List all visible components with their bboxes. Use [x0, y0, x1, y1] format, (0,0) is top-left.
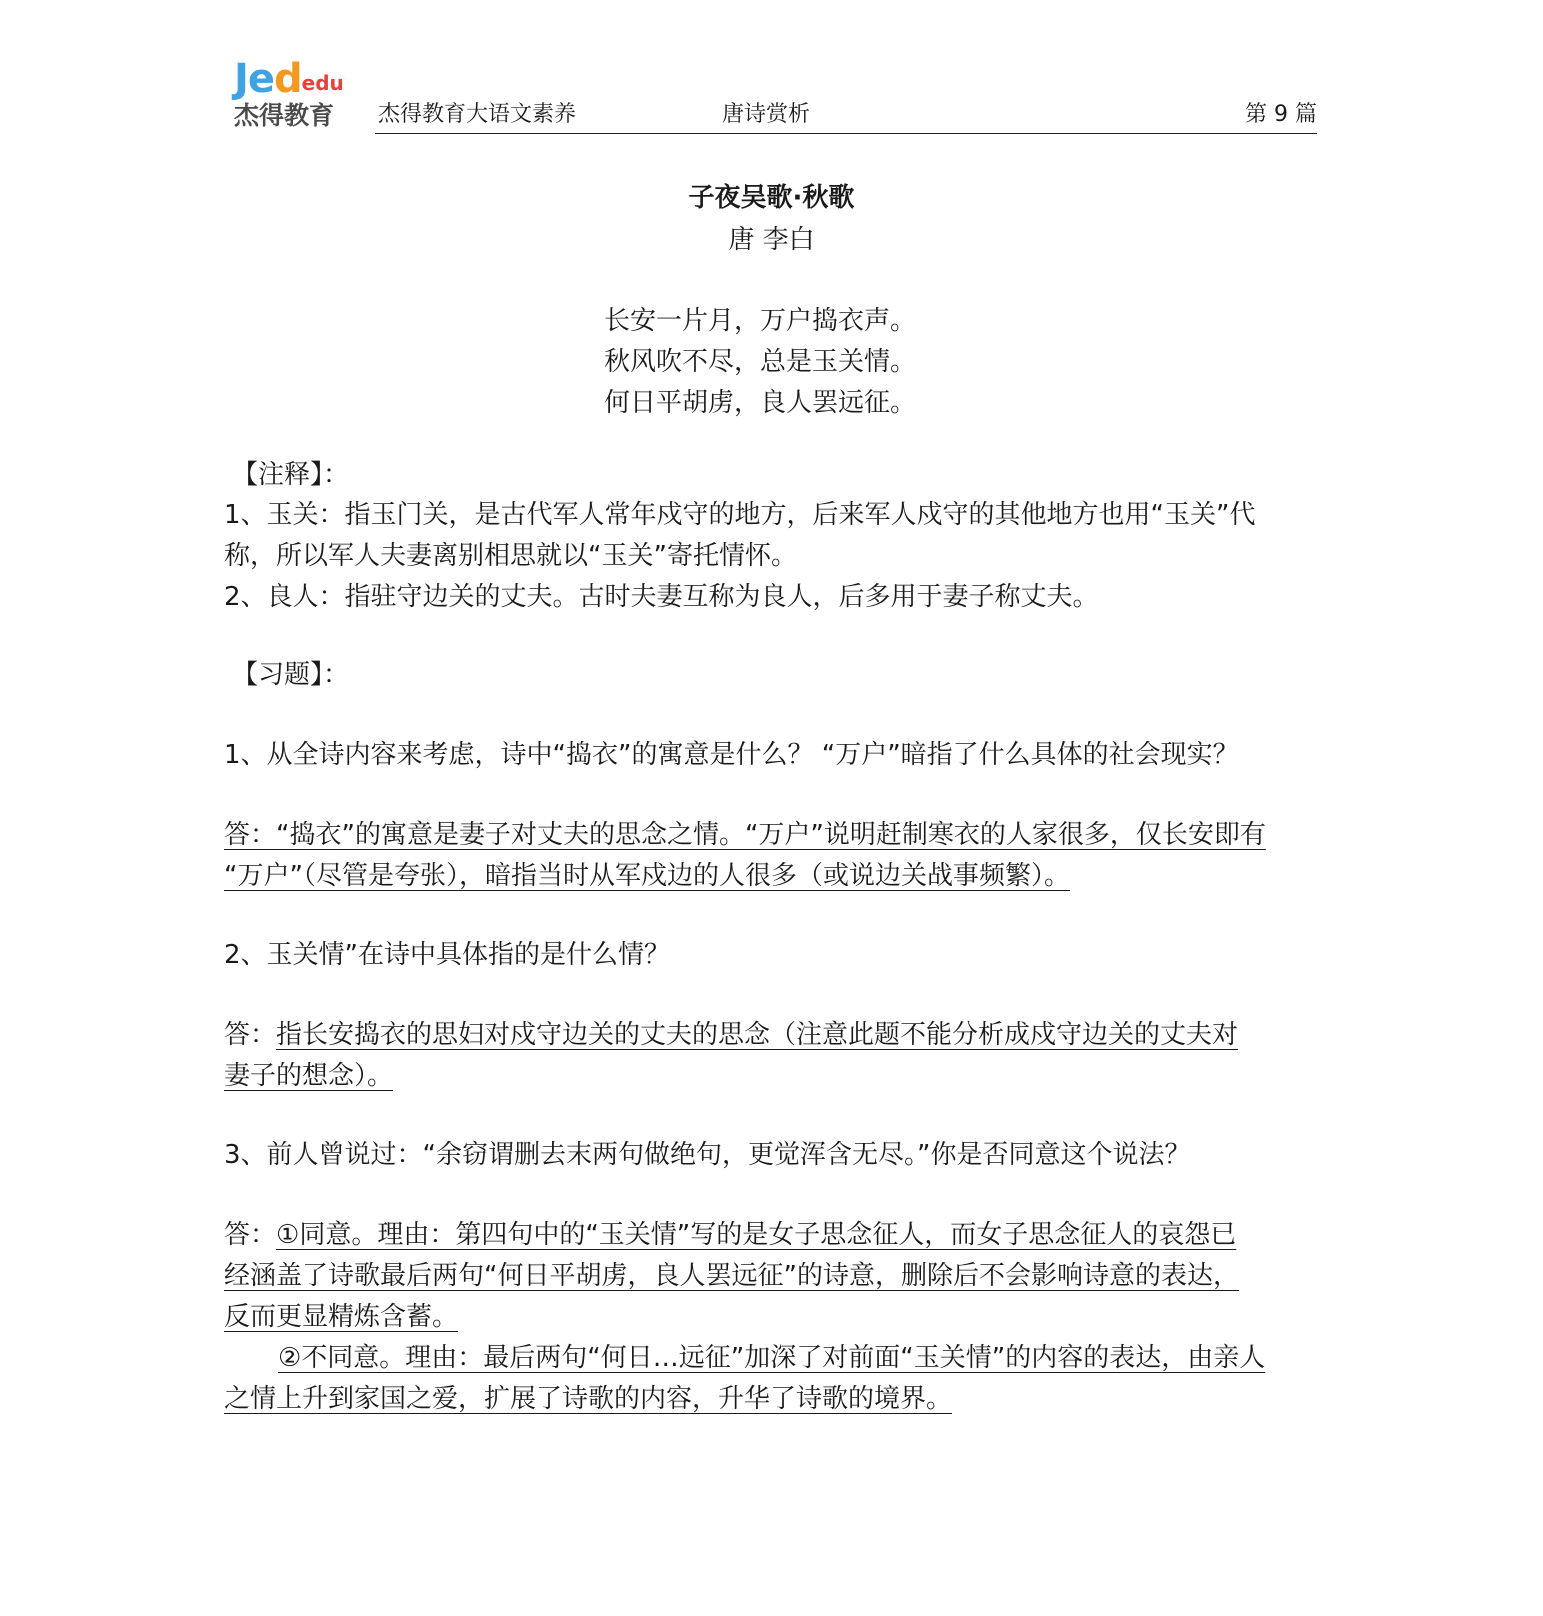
poem-title: 子夜吴歌·秋歌 — [688, 183, 855, 213]
header-article-number: 第 9 篇 — [1245, 102, 1317, 127]
header-divider — [375, 133, 1317, 134]
answer-line: ②不同意。理由：最后两句“何日…远征”加深了对前面“玉关情”的内容的表达，由亲人 — [278, 1343, 1266, 1373]
question-2 — [224, 935, 1324, 976]
answer-line: ①同意。理由：第四句中的“玉关情”写的是女子思念征人，而女子思念征人的哀怨已 — [276, 1220, 1237, 1250]
question-text: 2、玉关情”在诗中具体指的是什么情？ — [224, 940, 671, 970]
note-line: 1、玉关：指玉门关，是古代军人常年戍守的地方，后来军人戍守的其他地方也用“玉关”代 — [224, 500, 1256, 530]
answer-line: 反而更显精炼含蓄。 — [224, 1302, 459, 1332]
logo-chinese-name: 杰得教育 — [234, 101, 335, 130]
answer-line: 答：“捣衣”的寓意是妻子对丈夫的思念之情。“万户”说明赶制寒衣的人家很多，仅长安即有 — [224, 820, 1266, 850]
notes-list — [224, 495, 1324, 618]
logo-wordmark — [234, 57, 344, 101]
answer-prefix: 答： — [224, 1020, 277, 1050]
question-text: 3、前人曾说过：“余窃谓删去末两句做绝句，更觉浑含无尽。”你是否同意这个说法？ — [224, 1140, 1191, 1170]
exercises-heading: 【习题】： — [232, 660, 350, 690]
note-line: 2、良人：指驻守边关的丈夫。古时夫妻互称为良人，后多用于妻子称丈夫。 — [224, 582, 1099, 612]
poem-line: 秋风吹不尽，总是玉关情。 — [604, 347, 917, 377]
question-3 — [224, 1135, 1324, 1176]
poem-line: 长安一片月，万户捣衣声。 — [604, 306, 917, 336]
answer-prefix: 答： — [224, 1220, 277, 1250]
answer-3 — [224, 1215, 1324, 1420]
answer-line: 经涵盖了诗歌最后两句“何日平胡虏，良人罢远征”的诗意，删除后不会影响诗意的表达， — [224, 1261, 1239, 1291]
header-topic: 唐诗赏析 — [722, 102, 811, 127]
logo-letters-je: Je — [234, 56, 275, 102]
poem-author: 唐 李白 — [728, 225, 815, 255]
poem-body — [604, 301, 916, 424]
poem-line: 何日平胡虏，良人罢远征。 — [604, 388, 917, 418]
notes-heading: 【注释】： — [232, 460, 350, 490]
answer-line: 指长安捣衣的思妇对戍守边关的丈夫的思念（注意此题不能分析成戍守边关的丈夫对 — [276, 1020, 1239, 1050]
answer-line: 之情上升到家国之爱，扩展了诗歌的内容，升华了诗歌的境界。 — [224, 1384, 953, 1414]
question-text: 1、从全诗内容来考虑，诗中“捣衣”的寓意是什么？ “万户”暗指了什么具体的社会现实？ — [224, 740, 1239, 770]
answer-line: 妻子的想念）。 — [224, 1061, 394, 1091]
brand-logo — [234, 57, 359, 131]
answer-1 — [224, 815, 1324, 897]
logo-letter-d: d — [274, 56, 302, 102]
answer-line: “万户”（尽管是夸张），暗指当时从军戍边的人很多（或说边关战事频繁）。 — [224, 861, 1070, 891]
header-series: 杰得教育大语文素养 — [378, 102, 577, 127]
logo-edu: edu — [301, 71, 344, 95]
question-1 — [224, 735, 1324, 776]
note-line: 称，所以军人夫妻离别相思就以“玉关”寄托情怀。 — [224, 541, 797, 571]
answer-2 — [224, 1015, 1324, 1097]
